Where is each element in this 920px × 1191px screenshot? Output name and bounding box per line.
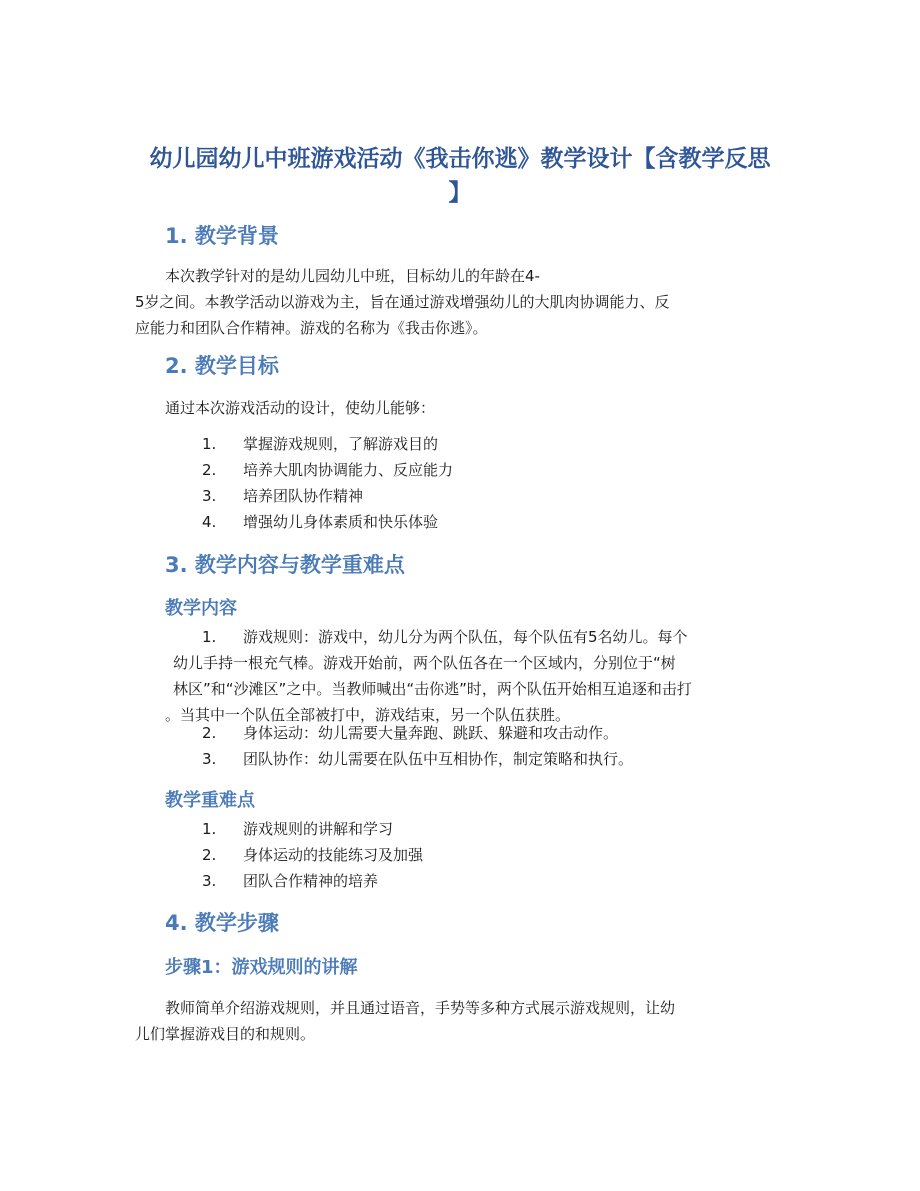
list-item: [165, 816, 790, 842]
section-heading-content: 3. 教学内容与教学重难点: [165, 553, 405, 577]
list-text: 身体运动：幼儿需要大量奔跑、跳跃、躲避和攻击动作。: [243, 724, 619, 742]
list-item: [165, 746, 790, 772]
subheading-difficulty: 教学重难点: [165, 790, 255, 811]
list-text-line: 游戏规则：游戏中，幼儿分为两个队伍，每个队伍有5名幼儿。每个: [243, 628, 688, 646]
paragraph-line: 通过本次游戏活动的设计，使幼儿能够：: [165, 399, 436, 417]
list-item: [165, 457, 790, 483]
list-text-line: 林区”和“沙滩区”之中。当教师喊出“击你逃”时，两个队伍开始相互追逐和击打: [173, 680, 692, 698]
list-text: 团队合作精神的培养: [243, 872, 379, 890]
list-number: 2.: [202, 724, 217, 742]
step1-paragraph: [135, 995, 785, 1047]
list-item: [165, 720, 790, 746]
paragraph-line: 5岁之间。本教学活动以游戏为主，旨在通过游戏增强幼儿的大肌肉协调能力、反: [135, 293, 670, 311]
list-number: 3.: [202, 750, 217, 768]
goals-intro: [135, 395, 785, 421]
list-number: 2.: [202, 846, 217, 864]
list-text: 培养团队协作精神: [243, 487, 364, 505]
list-number: 4.: [202, 513, 217, 531]
section-heading-background: 1. 教学背景: [165, 224, 279, 248]
list-number: 2.: [202, 461, 217, 479]
list-number: 1.: [202, 820, 217, 838]
list-text: 身体运动的技能练习及加强: [243, 846, 424, 864]
list-number: 3.: [202, 872, 217, 890]
content-list: [165, 720, 790, 772]
list-item: [165, 509, 790, 535]
list-number: 3.: [202, 487, 217, 505]
goals-list: [165, 431, 790, 535]
document-title: [130, 142, 790, 210]
list-item: [165, 483, 790, 509]
document-title-line2: 】: [448, 180, 472, 206]
list-number: 1.: [202, 628, 217, 646]
list-text-line: 幼儿手持一根充气棒。游戏开始前，两个队伍各在一个区域内，分别位于“树: [173, 654, 676, 672]
paragraph-line: 教师简单介绍游戏规则，并且通过语音，手势等多种方式展示游戏规则，让幼: [165, 999, 676, 1017]
list-text-line: 。当其中一个队伍全部被打中，游戏结束，另一个队伍获胜。: [165, 706, 571, 724]
list-item: [165, 842, 790, 868]
content-item-rules: [165, 624, 790, 728]
list-item: [165, 431, 790, 457]
background-paragraph: [135, 263, 785, 341]
section-heading-steps: 4. 教学步骤: [165, 911, 279, 935]
list-text: 增强幼儿身体素质和快乐体验: [243, 513, 439, 531]
paragraph-line: 本次教学针对的是幼儿园幼儿中班，目标幼儿的年龄在4-: [165, 267, 540, 285]
list-item: [165, 868, 790, 894]
section-heading-goals: 2. 教学目标: [165, 354, 279, 378]
list-text: 团队协作：幼儿需要在队伍中互相协作，制定策略和执行。: [243, 750, 634, 768]
list-text: 培养大肌肉协调能力、反应能力: [243, 461, 454, 479]
list-number: 1.: [202, 435, 217, 453]
subheading-step1: 步骤1：游戏规则的讲解: [165, 957, 358, 978]
subheading-content: 教学内容: [165, 598, 237, 619]
paragraph-line: 儿们掌握游戏目的和规则。: [135, 1025, 316, 1043]
difficulty-list: [165, 816, 790, 894]
document-title-line1: 幼儿园幼儿中班游戏活动《我击你逃》教学设计【含教学反思: [149, 146, 771, 172]
paragraph-line: 应能力和团队合作精神。游戏的名称为《我击你逃》。: [135, 319, 488, 337]
list-text: 掌握游戏规则，了解游戏目的: [243, 435, 439, 453]
list-text: 游戏规则的讲解和学习: [243, 820, 394, 838]
